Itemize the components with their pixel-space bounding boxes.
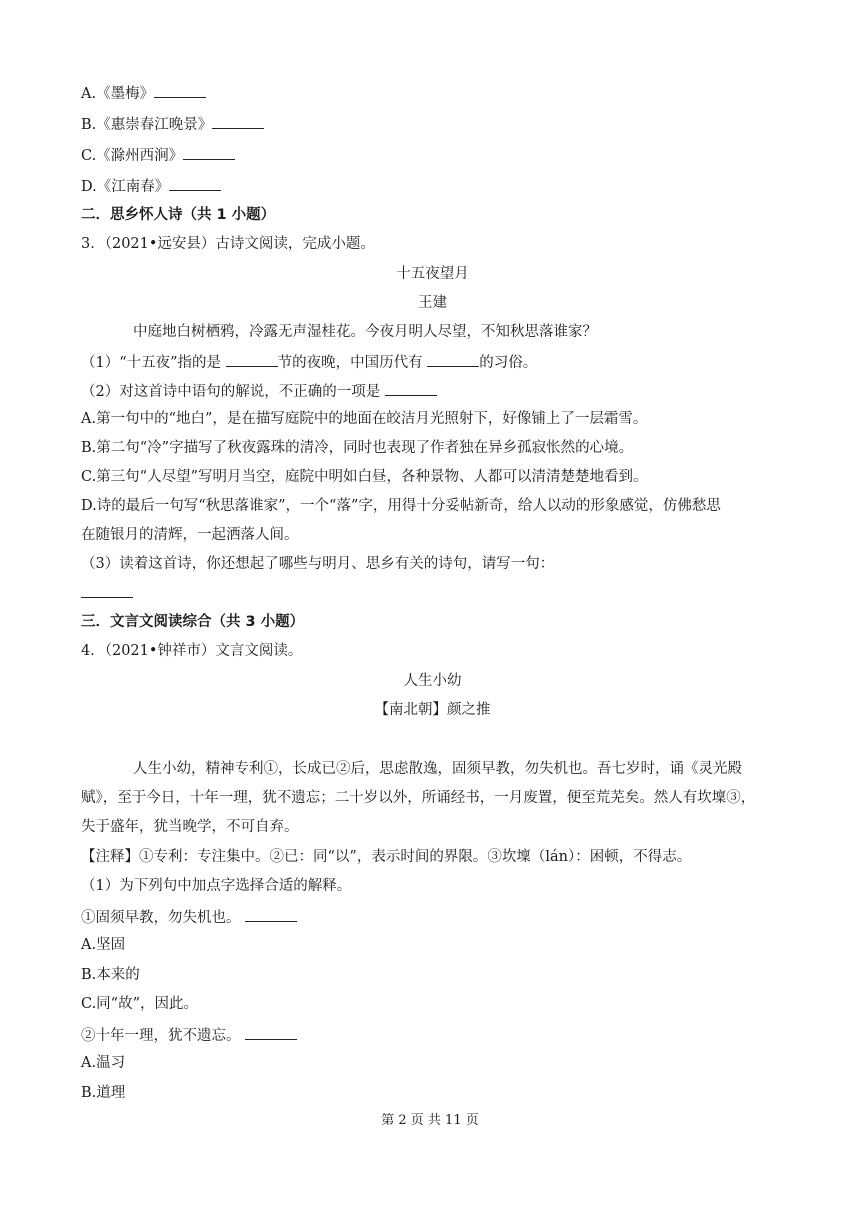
option-d-line [81,175,784,197]
answer-blank[interactable] [183,144,235,160]
choice-d: D.诗的最后一句写“秋思落谁家”，一个“落”字，用得十分妥帖新奇，给人以动的形象感觉，仿佛愁思 [81,498,721,514]
option-d-text: D.《江南春》 [81,179,170,195]
subquestion-1 [81,351,784,373]
question-stem: 3．（2021•远安县）古诗文阅读，完成小题。 [81,236,375,252]
answer-blank[interactable] [154,82,206,98]
item-text: ②十年一理，犹不遗忘。 [81,1028,241,1044]
item-1-option-a: A.坚固 [81,937,126,953]
answer-blank[interactable] [245,1024,297,1040]
option-c-line [81,144,784,166]
item-1-option-c: C.同“故”，因此。 [81,996,199,1012]
subquestion-text: 节的夜晚，中国历代有 [277,355,423,371]
page-footer: 第 2 页 共 11 页 [381,1113,479,1128]
subquestion-text: （1）“十五夜”指的是 [81,355,222,371]
option-a-line [81,82,784,104]
option-b-text: B.《惠崇春江晚景》 [81,117,213,133]
answer-blank[interactable] [245,906,297,922]
subquestion-text: 的习俗。 [479,355,538,371]
choice-b: B.第二句“冷”字描写了秋夜露珠的清冷，同时也表现了作者独在异乡孤寂怅然的心境。 [81,440,634,456]
option-a-text: A.《墨梅》 [81,86,155,102]
choice-c: C.第三句“人尽望”写明月当空，庭院中明如白昼，各种景物、人都可以清清楚楚地看到。 [81,469,648,485]
answer-blank[interactable] [169,175,221,191]
answer-blank[interactable] [81,582,133,598]
passage-author: 【南北朝】颜之推 [374,702,491,718]
poem-title: 十五夜望月 [396,266,469,282]
passage-line: 人生小幼，精神专利①，长成已②后，思虑散逸，固须早教，勿失机也。吾七岁时，诵《灵光殿 [133,761,742,777]
answer-blank[interactable] [212,113,264,129]
answer-blank[interactable] [427,351,479,367]
choice-d-continued: 在随银月的清辉，一起洒落人间。 [81,527,299,543]
answer-blank[interactable] [226,351,278,367]
option-c-text: C.《滁州西涧》 [81,148,184,164]
subquestion-2 [81,380,784,402]
question-stem: 4．（2021•钟祥市）文言文阅读。 [81,643,303,659]
passage-line: 赋》，至于今日，十年一理，犹不遗忘；二十岁以外，所诵经书，一月废置，便至荒芜矣。然人有坎壈③， [81,790,756,806]
passage-title: 人生小幼 [403,673,462,689]
subquestion-text: （2）对这首诗中语句的解说，不正确的一项是 [81,384,381,400]
item-2 [81,1024,784,1046]
answer-line [81,582,784,604]
poem-body: 中庭地白树栖鸦，冷露无声湿桂花。今夜月明人尽望，不知秋思落谁家？ [133,324,597,340]
annotation-note: 【注释】①专利：专注集中。②已：同“以”，表示时间的界限。③坎壈（lán）：困顿，不得志。 [81,849,692,865]
subquestion-1: （1）为下列句中加点字选择合适的解释。 [81,878,352,894]
poem-author: 王建 [418,295,447,311]
item-2-option-b: B.道理 [81,1085,126,1101]
section-heading: 二．思乡怀人诗（共 1 小题） [81,207,276,223]
subquestion-3: （3）读着这首诗，你还想起了哪些与明月、思乡有关的诗句，请写一句： [81,556,555,572]
choice-a: A.第一句中的“地白”，是在描写庭院中的地面在皎洁月光照射下，好像铺上了一层霜雪。 [81,411,648,427]
option-b-line [81,113,784,135]
item-text: ①固须早教，勿失机也。 [81,910,241,926]
answer-blank[interactable] [385,380,437,396]
section-heading: 三．文言文阅读综合（共 3 小题） [81,614,305,630]
passage-line: 失于盛年，犹当晚学，不可自弃。 [81,819,299,835]
item-1-option-b: B.本来的 [81,967,140,983]
item-1 [81,906,784,928]
item-2-option-a: A.温习 [81,1055,126,1071]
